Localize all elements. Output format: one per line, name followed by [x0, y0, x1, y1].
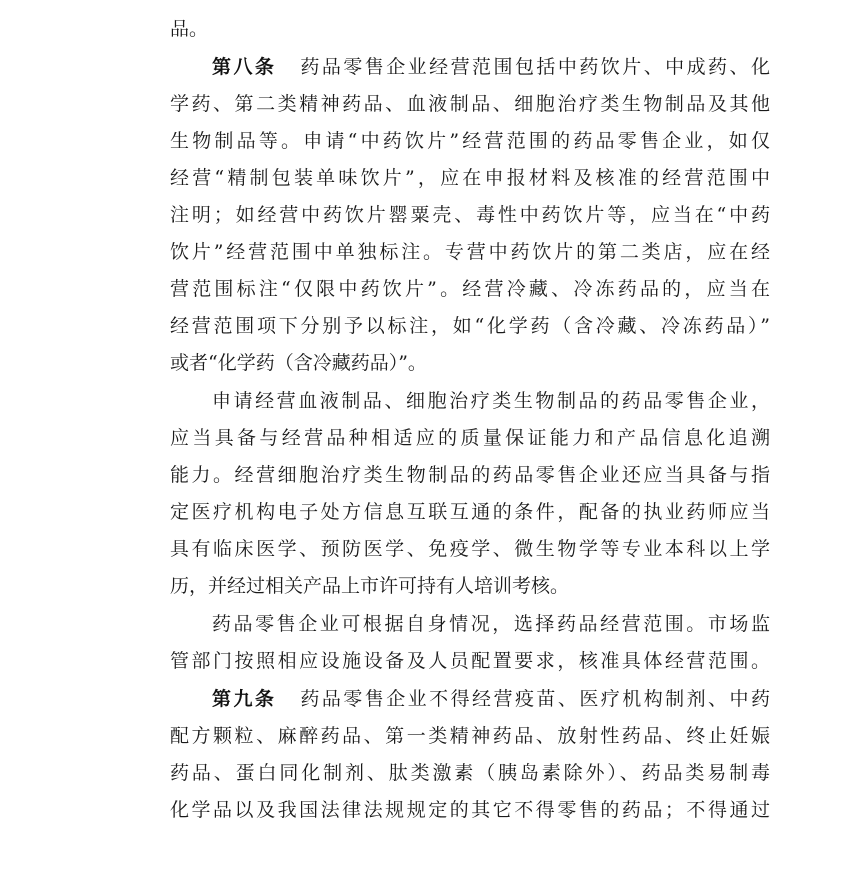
- line-text: 化学品以及我国法律法规规定的其它不得零售的药品；不得通过: [170, 799, 770, 821]
- line-text: 应当具备与经营品种相适应的质量保证能力和产品信息化追溯: [170, 427, 770, 449]
- line-text: 经营“精制包装单味饮片”，应在申报材料及核准的经营范围中: [170, 167, 770, 189]
- text-line: [170, 348, 770, 378]
- article-number: 第九条: [212, 688, 277, 710]
- text-line: [170, 460, 770, 490]
- text-line: [170, 646, 770, 676]
- text-line: [170, 758, 770, 788]
- text-line: [170, 311, 770, 341]
- line-text: 药品零售企业经营范围包括中药饮片、中成药、化: [300, 56, 770, 78]
- line-text: 生物制品等。申请“中药饮片”经营范围的药品零售企业，如仅: [170, 130, 770, 152]
- line-text: 或者“化学药（含冷藏药品）”。: [170, 352, 427, 374]
- text-line: [170, 89, 770, 119]
- text-line: [170, 423, 770, 453]
- article-8-heading-line: [212, 52, 770, 82]
- line-text: 定医疗机构电子处方信息互联互通的条件，配备的执业药师应当: [170, 501, 770, 523]
- text-line: [170, 237, 770, 267]
- article-number: 第八条: [212, 56, 277, 78]
- text-line: [170, 14, 770, 44]
- line-text: 学药、第二类精神药品、血液制品、细胞治疗类生物制品及其他: [170, 93, 770, 115]
- line-text: 具有临床医学、预防医学、免疫学、微生物学等专业本科以上学: [170, 538, 770, 560]
- text-line: [170, 126, 770, 156]
- line-text: 历，并经过相关产品上市许可持有人培训考核。: [170, 575, 570, 597]
- text-line: [170, 795, 770, 825]
- text-line: [170, 571, 770, 601]
- text-line: [170, 497, 770, 527]
- text-line: [170, 534, 770, 564]
- text-line: [170, 163, 770, 193]
- line-text: 营范围标注“仅限中药饮片”。经营冷藏、冷冻药品的，应当在: [170, 278, 770, 300]
- article-9-heading-line: [212, 684, 770, 714]
- line-text: 注明；如经营中药饮片罂粟壳、毒性中药饮片等，应当在“中药: [170, 204, 770, 226]
- text-line: [170, 200, 770, 230]
- line-text: 药品零售企业不得经营疫苗、医疗机构制剂、中药: [300, 688, 770, 710]
- paragraph-start-line: [212, 386, 770, 416]
- line-text: 申请经营血液制品、细胞治疗类生物制品的药品零售企业，: [212, 390, 770, 412]
- line-text: 药品零售企业可根据自身情况，选择药品经营范围。市场监: [212, 613, 770, 635]
- line-text: 配方颗粒、麻醉药品、第一类精神药品、放射性药品、终止妊娠: [170, 725, 770, 747]
- line-text: 管部门按照相应设施设备及人员配置要求，核准具体经营范围。: [170, 650, 770, 672]
- line-text: 药品、蛋白同化制剂、肽类激素（胰岛素除外）、药品类易制毒: [170, 762, 770, 784]
- line-text: 能力。经营细胞治疗类生物制品的药品零售企业还应当具备与指: [170, 464, 770, 486]
- text-line: [170, 721, 770, 751]
- line-text: 经营范围项下分别予以标注，如“化学药（含冷藏、冷冻药品）”: [170, 315, 770, 337]
- line-text: 品。: [170, 18, 209, 40]
- text-line: [170, 274, 770, 304]
- paragraph-start-line: [212, 609, 770, 639]
- line-text: 饮片”经营范围中单独标注。专营中药饮片的第二类店，应在经: [170, 241, 770, 263]
